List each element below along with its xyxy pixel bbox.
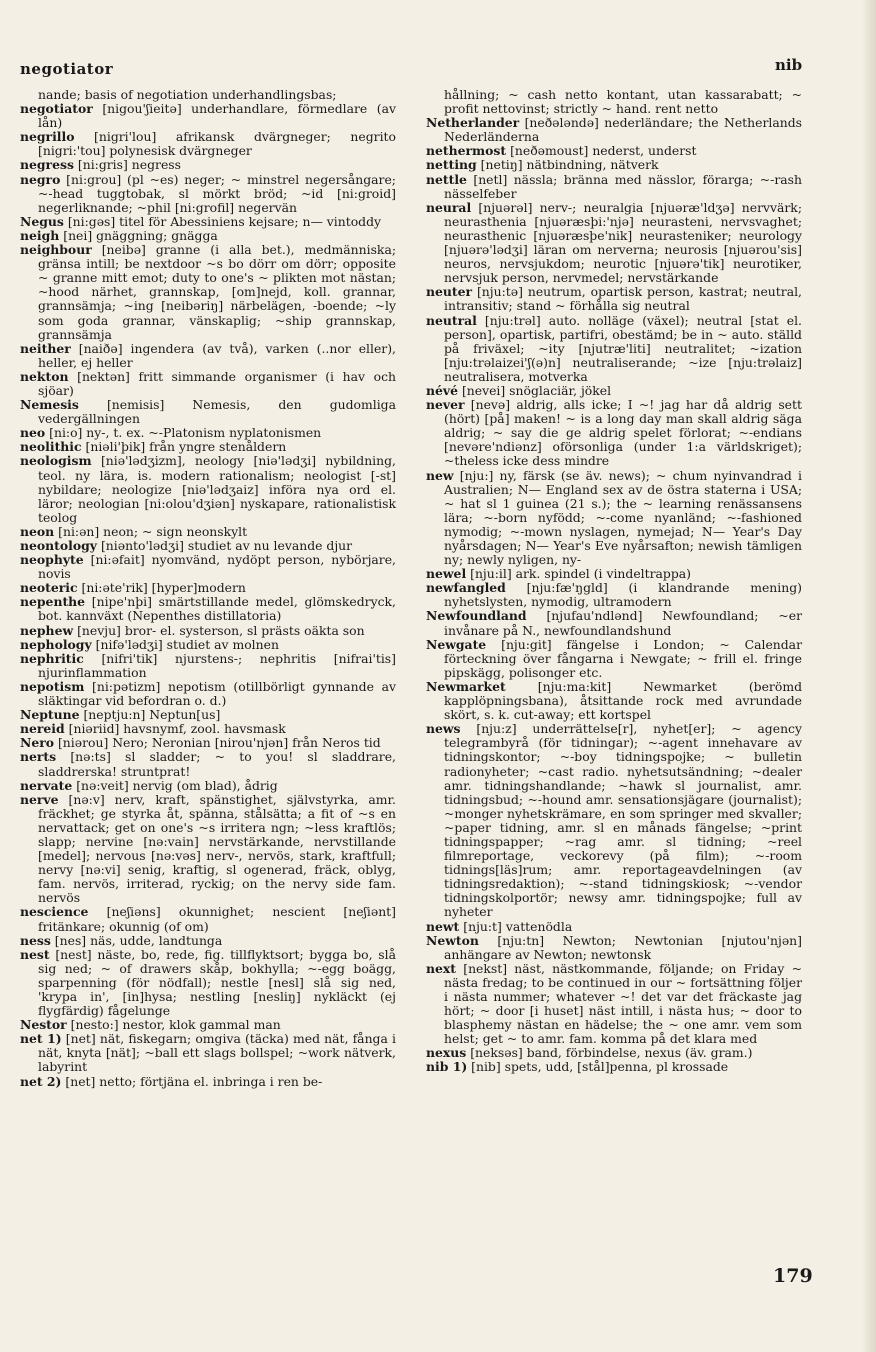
headword: Newfoundland [426, 608, 527, 624]
dictionary-entry [20, 243, 396, 342]
dictionary-entry [20, 525, 396, 539]
definition: [neðəmoust] nederst, underst [510, 143, 697, 159]
definition: [ni:gəs] titel för Abessiniens kejsare; n— vintoddy [67, 213, 382, 229]
definition: [nju:t] vattenödla [463, 918, 573, 934]
left-column [20, 88, 396, 1089]
dictionary-entry [20, 426, 396, 440]
dictionary-entry [20, 454, 396, 524]
headword: neither [20, 340, 71, 356]
dictionary-entry [426, 398, 802, 468]
dictionary-entry [426, 88, 802, 116]
headword: net 2) [20, 1073, 62, 1089]
headword: netting [426, 157, 477, 173]
definition: [naiðə] ingendera (av två), varken (..nor eller), heller, ej heller [38, 340, 396, 370]
dictionary-entry [426, 173, 802, 201]
dictionary-entry [20, 553, 396, 581]
definition: [ni:grou] (pl ~es) neger; ~ minstrel negersångare; ~-head tuggtobak, sl mörkt bröd; ~id [ni:groid] negerliknande; ~phil [ni:grofil] negervän [38, 171, 396, 215]
dictionary-entry [20, 638, 396, 652]
dictionary-entry [426, 1046, 802, 1060]
dictionary-entry [426, 962, 802, 1047]
headword: newel [426, 566, 467, 582]
definition: [nə:v] nerv, kraft, spänstighet, självstyrka, amr. fräckhet; ge styrka åt, spänna, stålsätta; a fit of ~s en nervattack; get on one's ~s irritera ngn; ~less kraftlös; slapp; nervine [nə:vain] nervstärkande, nervstillande [medel]; nervous [nə:vəs] nerv-, nervös, stark, kraftfull; nervy [nə:vi] senig, kraftig, sl ogenerad, fräck, oblyg, fam. nervös, irriterad, ryckig; on the nervy side fam. nervös [38, 791, 396, 906]
definition: [ni:əfait] nyomvänd, nydöpt person, nybörjare, novis [38, 552, 396, 582]
headword: neo [20, 425, 46, 441]
definition: [nemisis] Nemesis, den gudomliga vedergällningen [38, 397, 396, 427]
headword: nereid [20, 721, 65, 737]
headword: newt [426, 918, 460, 934]
dictionary-entry [20, 539, 396, 553]
definition: [nju:ma:kit] Newmarket (berömd kapplöpningsbana), åtsittande rock med avrundade skört, s. k. cut-away; ett kortspel [444, 678, 802, 723]
dictionary-entry [426, 144, 802, 158]
dictionary-entry [426, 920, 802, 934]
headword: negro [20, 171, 61, 187]
definition: [nju:fæ'ŋgld] (i klandrande mening) nyhetslysten, nymodig, ultramodern [444, 580, 802, 610]
definition: [ni:gris] negress [77, 157, 181, 173]
dictionary-entry [426, 201, 802, 286]
dictionary-entry [20, 173, 396, 215]
definition: [nifri'tik] njurstens-; nephritis [nifrai'tis] njurinflammation [38, 650, 396, 680]
headword: neural [426, 199, 472, 215]
definition: [neptju:n] Neptun[us] [83, 707, 221, 723]
dictionary-entry [20, 102, 396, 130]
headword: nescience [20, 904, 89, 920]
dictionary-entry [426, 934, 802, 962]
definition: [ni:əte'rik] [hyper]modern [81, 580, 246, 596]
headword: nephritic [20, 650, 84, 666]
headword: nerve [20, 791, 59, 807]
definition: [nju:] ny, färsk (se äv. news); ~ chum nyinvandrad i Australien; N— England sex av de östra staterna i USA; ~ hat sl 1 guinea (21 s.); the ~ learning renässansens lära; ~-born nyfödd; ~-come nyanländ; ~-fashioned nymodig; ~-mown nyslagen, nymejad; N— Year's Day nyårsdagen; N— Year's Eve nyårsafton; newish tämligen ny; newly nyligen, ny- [444, 467, 802, 568]
definition: [nes] näs, udde, landtunga [54, 932, 223, 948]
running-head-right: nib [775, 56, 803, 74]
dictionary-entry [426, 638, 802, 680]
headword: Newgate [426, 636, 487, 652]
headword: Negus [20, 213, 64, 229]
dictionary-entry [20, 130, 396, 158]
definition: [nifə'lədʒi] studiet av molnen [95, 636, 279, 652]
definition: [nə:veit] nervig (om blad), ådrig [76, 777, 278, 793]
dictionary-entry [426, 285, 802, 313]
headword: Newmarket [426, 678, 506, 694]
dictionary-entry [20, 215, 396, 229]
dictionary-entry [426, 1060, 802, 1074]
definition: [ni:ən] neon; ~ sign neonskylt [58, 523, 248, 539]
dictionary-entry [20, 1075, 396, 1089]
headword: negotiator [20, 101, 93, 117]
definition: [nju:trəl] auto. nolläge (växel); neutral [stat el. person], opartisk, partifri, obestämd; be in ~ auto. ställd på friväxel; ~ity [njutræ'liti] neutralitet; ~ization [nju:trəlaizei'ʃ(ə)n] neutraliserande; ~ize [nju:trəlaiz] neutralisera, motverka [444, 312, 802, 384]
definition: [ni:o] ny-, t. ex. ~-Platonism nyplatonismen [49, 425, 322, 441]
definition: [niə'lədʒizm], neology [niə'lədʒi] nybildning, teol. ny lära, is. modern rationalism; neologist [-st] nybildare; neologize [niə'lədʒaiz] införa nya ord el. läror; neologian [ni:olou'dʒiən] nyskapare, rationalistisk teolog [38, 453, 396, 525]
headword: Nero [20, 735, 55, 751]
headword: neophyte [20, 552, 84, 568]
definition: [nevei] snöglaciär, jökel [461, 382, 612, 398]
running-head-left: negotiator [20, 60, 114, 78]
headword: nexus [426, 1045, 467, 1061]
headword: nest [20, 946, 50, 962]
dictionary-entry [20, 779, 396, 793]
headword: neighbour [20, 242, 92, 258]
dictionary-entry [20, 1018, 396, 1032]
dictionary-entry [20, 595, 396, 623]
right-column [426, 88, 802, 1075]
dictionary-entry [426, 680, 802, 722]
definition: [net] netto; förtjäna el. inbringa i ren be- [65, 1073, 323, 1089]
headword: neuter [426, 284, 473, 300]
dictionary-entry [426, 469, 802, 568]
dictionary-entry [20, 722, 396, 736]
dictionary-entry [20, 229, 396, 243]
definition: [neibə] granne (i alla bet.), medmänniska; gränsa intill; be nextdoor ~s bo dörr om dörr; opposite ~ granne mitt emot; duty to one's ~ plikten mot nästan; ~hood närhet, grannskap, [om]nejd, koll. grannar, grannsämja; ~ing [neibəriŋ] närbelägen, -boende; ~ly som goda grannar, vänskaplig; ~ship grannskap, grannsämja [38, 242, 396, 342]
dictionary-entry [20, 793, 396, 906]
dictionary-entry [20, 750, 396, 778]
headword: new [426, 467, 454, 483]
dictionary-entry [20, 708, 396, 722]
definition: [niəli'þik] från yngre stenåldern [85, 439, 287, 455]
definition: [nju:tn] Newton; Newtonian [njutou'njən] anhängare av Newton; newtonsk [444, 932, 802, 962]
dictionary-entry [426, 581, 802, 609]
definition: [nju:git] fängelse i London; ~ Calendar förteckning över fångarna i Newgate; ~ frill el. fringe pipskägg, polisonger etc. [444, 636, 802, 680]
headword: neolithic [20, 439, 82, 455]
definition: [nektən] fritt simmande organismer (i hav och sjöar) [38, 368, 396, 398]
headword: neoteric [20, 580, 78, 596]
dictionary-entry [20, 370, 396, 398]
headword: nerts [20, 749, 57, 765]
definition: [nevə] aldrig, alls icke; I ~! jag har då aldrig sett (hört) [på] maken! ~ is a long day man skall aldrig säga aldrig; ~ say die ge aldrig spelet förlorat; ~-endians [nevəre'ndiənz] oförsonliga (under 1:a världskriget); ~theless icke dess mindre [444, 397, 802, 469]
definition: nande; basis of negotiation underhandlingsbas; [38, 87, 337, 102]
definition: [nest] näste, bo, rede, fig. tillflyktsort; bygga bo, slå sig ned; ~ of drawers skåp, bokhylla; ~-egg boägg, sparpenning (för nödfall); nestle [nesl] slå sig ned, 'krypa in', [in]hysa; nestling [nesliŋ] nykläckt (ej flygfärdig) fågelunge [38, 946, 396, 1019]
dictionary-entry [426, 314, 802, 384]
headword: nepenthe [20, 594, 86, 610]
headword: news [426, 721, 461, 737]
definition: [nei] gnäggning; gnägga [63, 227, 218, 243]
headword: Nestor [20, 1017, 67, 1033]
headword: nekton [20, 368, 69, 384]
headword: Neptune [20, 707, 80, 723]
definition: [nju:z] underrättelse[r], nyhet[er]; ~ agency telegrambyrå (för tidningar); ~-agent innehavare av tidningskontor; ~-boy tidningspojke; ~ bulletin radionyheter; ~cast radio. nyhetsutsändning; ~dealer amr. tidningshandlande; ~hawk sl journalist, amr. tidningsbud; ~-hound amr. sensationsjägare (journalist); ~monger nyhetskrämare, en som springer med skvaller; ~paper tidning, amr. sl en månads fängelse; ~print tidningspapper; ~rag amr. sl tidning; ~reel filmreportage, veckorevy (på film); ~-room tidnings[läs]rum; amr. reportageavdelningen (av tidningsredaktion); ~-stand tidningskiosk; ~-vendor tidningskolportör; newsy amr. tidningspojke; full av nyheter [444, 721, 802, 920]
headword: nethermost [426, 143, 507, 159]
dictionary-entry [20, 440, 396, 454]
definition: hållning; ~ cash netto kontant, utan kassarabatt; ~ profit nettovinst; strictly ~ hand. rent netto [444, 87, 802, 117]
dictionary-entry [20, 1032, 396, 1074]
headword: nepotism [20, 678, 85, 694]
headword: nervate [20, 777, 73, 793]
headword: Netherlander [426, 115, 520, 131]
dictionary-entry [20, 934, 396, 948]
dictionary-entry [20, 624, 396, 638]
headword: nephew [20, 622, 74, 638]
definition: [nipe'nþi] smärtstillande medel, glömskedryck, bot. kannväxt (Nepenthes distillatoria) [38, 594, 396, 624]
dictionary-entry [20, 905, 396, 933]
definition: [ni:pətizm] nepotism (otillbörligt gynnande av släktingar vid befordran o. d.) [38, 678, 396, 709]
dictionary-entry [426, 722, 802, 919]
dictionary-entry [20, 736, 396, 750]
dictionary-entry [20, 581, 396, 595]
definition: [nib] spets, udd, [stål]penna, pl krossade [471, 1059, 729, 1075]
dictionary-entry [20, 398, 396, 426]
headword: névé [426, 382, 458, 398]
dictionary-entry [20, 342, 396, 370]
headword: neologism [20, 453, 92, 469]
dictionary-entry [20, 948, 396, 1018]
headword: net 1) [20, 1031, 62, 1047]
headword: nib 1) [426, 1059, 468, 1075]
headword: neigh [20, 227, 60, 243]
dictionary-entry [20, 158, 396, 172]
dictionary-entry [426, 116, 802, 144]
definition: [nə:ts] sl sladder; ~ to you! sl sladdrare, sladdrerska! struntprat! [38, 749, 396, 779]
page-number: 179 [773, 1265, 813, 1287]
definition: [nevju] bror- el. systerson, sl prästs oäkta son [77, 622, 365, 638]
headword: nettle [426, 171, 467, 187]
definition: [niəriid] havsnymf, zool. havsmask [68, 721, 286, 737]
definition: [neksəs] band, förbindelse, nexus (äv. gram.) [470, 1045, 753, 1061]
headword: Newton [426, 932, 479, 948]
headword: negrillo [20, 129, 75, 145]
definition: [netl] nässla; bränna med nässlor, förarga; ~-rash nässelfeber [444, 171, 802, 201]
definition: [netiŋ] nätbindning, nätverk [480, 157, 659, 173]
definition: [nesto:] nestor, klok gammal man [70, 1017, 281, 1033]
headword: negress [20, 157, 74, 173]
dictionary-entry [20, 652, 396, 680]
definition: [niərou] Nero; Neronian [nirou'njən] från Neros tid [57, 735, 381, 751]
dictionary-entry [20, 680, 396, 708]
headword: next [426, 960, 457, 976]
definition: [njuərəl] nerv-; neuralgia [njuəræ'ldʒə] nervvärk; neurasthenia [njuəræsþi:'njə] neurasteni, nervsvaghet; neurasthenic [njuəræsþe'nik] neurasteniker; neurology [njuərə'lədʒi] läran om nerverna; neurosis [njuərou'sis] neuros, nervsjukdom; neurotic [njuərə'tik] neurotiker, nervsjuk person, nervmedel; nervstärkande [444, 199, 802, 286]
definition: [neðələndə] nederländare; the Netherlands Nederländerna [444, 115, 802, 145]
definition: [neʃiəns] okunnighet; nescient [neʃiənt] fritänkare; okunnig (of om) [38, 904, 396, 934]
headword: nephology [20, 636, 92, 652]
dictionary-entry [426, 567, 802, 581]
definition: [nju:il] ark. spindel (i vindeltrappa) [470, 566, 691, 582]
page-edge [862, 0, 876, 1352]
definition: [niənto'lədʒi] studiet av nu levande djur [100, 538, 353, 553]
dictionary-entry [426, 158, 802, 172]
dictionary-entry [426, 609, 802, 637]
definition: [nekst] näst, nästkommande, följande; on Friday ~ nästa fredag; to be continued in our ~ fortsättning följer i nästa nummer; whatever ~! det var det fräckaste jag hört; ~ door [i huset] näst intill, i nästa hus; ~ door to blasphemy nästan en hädelse; the ~ one amr. vem som helst; get ~ to amr. fam. komma på det klara med [444, 960, 802, 1047]
dictionary-entry [20, 88, 396, 102]
definition: [net] nät, fiskegarn; omgiva (täcka) med nät, fånga i nät, knyta [nät]; ~ball ett slags bollspel; ~work nätverk, labyrint [38, 1031, 396, 1075]
definition: [nju:tə] neutrum, opartisk person, kastrat; neutral, intransitiv; stand ~ förhålla sig neutral [444, 284, 802, 314]
headword: Nemesis [20, 397, 79, 413]
headword: ness [20, 932, 51, 948]
headword: newfangled [426, 580, 506, 596]
headword: neon [20, 523, 55, 539]
definition: [nigou'ʃieitə] underhandlare, förmedlare (av lån) [38, 101, 396, 131]
definition: [nigri'lou] afrikansk dvärgneger; negrito [nigri:'tou] polynesisk dvärgneger [38, 129, 396, 159]
headword: never [426, 397, 465, 413]
definition: [njufau'ndlənd] Newfoundland; ~er invånare på N., newfoundlandshund [444, 608, 802, 638]
dictionary-entry [426, 384, 802, 398]
headword: neontology [20, 538, 97, 553]
headword: neutral [426, 312, 477, 328]
